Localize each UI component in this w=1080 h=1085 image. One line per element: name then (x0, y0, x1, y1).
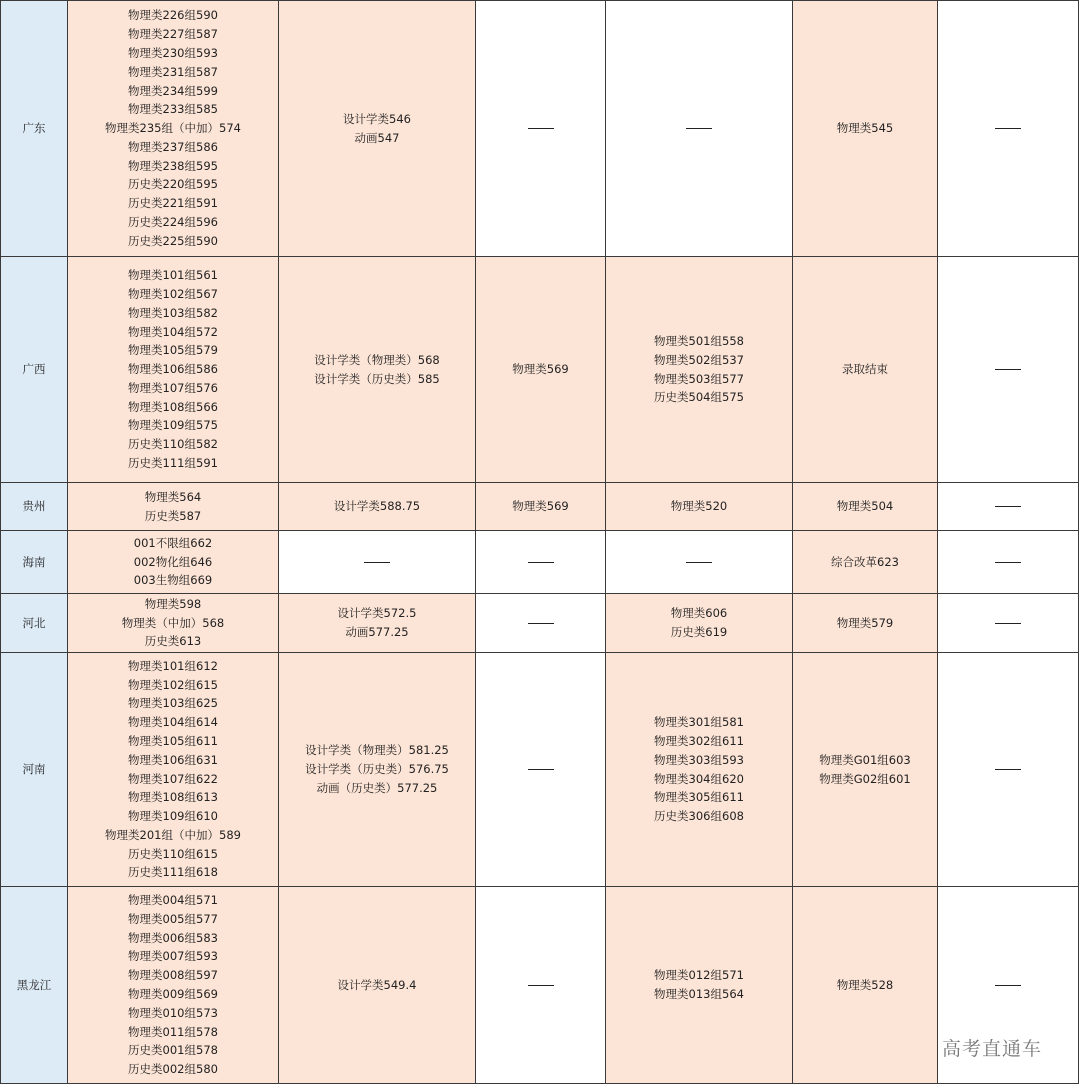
score-cell (476, 483, 606, 531)
score-line: 物理类564 (144, 489, 202, 504)
score-cell (476, 1, 606, 257)
table-row (1, 887, 1079, 1084)
score-line: 物理类106组631 (128, 752, 218, 767)
score-line: 物理类606 (670, 606, 728, 621)
score-line: 物理类G01组603 (819, 752, 911, 767)
dash-mark (528, 769, 554, 770)
score-cell (68, 653, 279, 887)
score-line: 物理类104组572 (128, 324, 218, 339)
score-line: 物理类226组590 (128, 8, 218, 23)
score-line: 设计学类（物理类）581.25 (305, 743, 449, 758)
score-cell (279, 653, 476, 887)
score-line: 动画577.25 (345, 625, 409, 639)
score-line: 物理类230组593 (128, 45, 218, 60)
score-line: 物理类008组597 (128, 968, 218, 983)
score-line: 物理类569 (512, 362, 569, 377)
score-line: 物理类104组614 (128, 715, 218, 730)
score-line: 物理类109组575 (128, 418, 218, 433)
province-cell: 河南 (1, 653, 68, 887)
province-cell: 广西 (1, 257, 68, 483)
dash-mark (995, 128, 1021, 129)
score-line: 物理类101组612 (128, 658, 218, 673)
score-line: 物理类012组571 (654, 968, 744, 983)
province-cell: 广东 (1, 1, 68, 257)
score-line: 历史类221组591 (128, 196, 218, 211)
score-line: 物理类108组566 (128, 399, 218, 414)
empty-dash (279, 553, 475, 572)
score-line: 物理类101组561 (128, 268, 218, 283)
score-line: 物理类504 (836, 499, 894, 514)
score-line: 历史类110组582 (128, 437, 218, 452)
score-line: 历史类504组575 (654, 390, 744, 405)
empty-dash (606, 553, 792, 572)
score-line: 设计学类（历史类）576.75 (305, 762, 449, 777)
score-cell (606, 483, 793, 531)
empty-dash (938, 760, 1078, 779)
dash-mark (995, 769, 1021, 770)
empty-dash (606, 119, 792, 138)
score-line: 物理类302组611 (654, 733, 744, 748)
score-cell (793, 653, 938, 887)
score-cell (279, 594, 476, 653)
score-line: 物理类103组625 (128, 696, 218, 711)
score-line: 物理类301组581 (654, 715, 744, 730)
score-line: 物理类107组622 (128, 771, 218, 786)
dash-mark (995, 985, 1021, 986)
score-line: 录取结束 (842, 362, 888, 377)
score-line: 物理类235组（中加）574 (105, 121, 241, 136)
score-line: 历史类220组595 (128, 177, 218, 192)
score-line: 物理类103组582 (128, 305, 218, 320)
empty-dash (476, 119, 605, 138)
score-cell (68, 1, 279, 257)
score-cell (938, 653, 1079, 887)
score-cell (793, 257, 938, 483)
score-line: 物理类231组587 (128, 64, 218, 79)
score-line: 物理类303组593 (654, 752, 744, 767)
empty-dash (938, 360, 1078, 379)
score-line: 历史类587 (144, 508, 202, 523)
dash-mark (528, 985, 554, 986)
score-line: 物理类011组578 (128, 1024, 218, 1039)
dash-mark (995, 506, 1021, 507)
score-cell (68, 887, 279, 1084)
watermark: 高考直通车 (942, 1038, 1043, 1060)
score-cell (606, 531, 793, 594)
score-line: 物理类105组611 (128, 733, 218, 748)
table-row (1, 531, 1079, 594)
table-row (1, 653, 1079, 887)
score-line: 物理类105组579 (128, 343, 218, 358)
score-line: 物理类107组576 (128, 380, 218, 395)
score-cell (606, 653, 793, 887)
table-row (1, 483, 1079, 531)
score-cell (68, 594, 279, 653)
score-line: 物理类009组569 (128, 987, 218, 1001)
score-cell (938, 594, 1079, 653)
province-cell: 海南 (1, 531, 68, 594)
score-line: 历史类002组580 (128, 1062, 218, 1077)
score-line: 物理类102组567 (128, 286, 218, 301)
score-line: 物理类013组564 (654, 987, 744, 1001)
score-cell (476, 887, 606, 1084)
score-cell (793, 531, 938, 594)
score-line: 物理类528 (836, 977, 894, 992)
dash-mark (528, 128, 554, 129)
empty-dash (476, 553, 605, 572)
empty-dash (938, 497, 1078, 516)
score-cell (476, 257, 606, 483)
score-line: 设计学类（物理类）568 (314, 352, 440, 367)
score-line: 物理类501组558 (654, 333, 744, 348)
score-line: 物理类201组（中加）589 (105, 827, 241, 842)
score-line: 历史类224组596 (128, 215, 218, 230)
dash-mark (528, 562, 554, 563)
score-line: 物理类233组585 (128, 102, 218, 117)
score-line: 设计学类572.5 (337, 606, 417, 621)
score-cell (793, 483, 938, 531)
score-line: 设计学类588.75 (333, 499, 421, 514)
score-line: 物理类237组586 (128, 139, 218, 154)
score-line: 历史类110组615 (128, 846, 218, 861)
score-line: 002物化组646 (133, 554, 213, 569)
score-line: 物理类G02组601 (819, 771, 911, 786)
dash-mark (995, 623, 1021, 624)
score-line: 动画547 (354, 130, 400, 145)
province-cell: 黑龙江 (1, 887, 68, 1084)
score-line: 动画（历史类）577.25 (316, 780, 438, 795)
score-line: 物理类102组615 (128, 677, 218, 692)
score-line: 物理类579 (836, 615, 894, 630)
score-line: 物理类227组587 (128, 27, 218, 42)
table-row (1, 257, 1079, 483)
score-line: 物理类545 (836, 121, 894, 136)
score-cell (68, 257, 279, 483)
score-line: 物理类006组583 (128, 930, 218, 945)
score-line: 物理类（中加）568 (121, 615, 225, 630)
score-line: 物理类109组610 (128, 809, 218, 824)
score-line: 物理类305组611 (654, 790, 744, 805)
score-cell (476, 531, 606, 594)
score-cell (606, 257, 793, 483)
score-cell (606, 887, 793, 1084)
score-line: 综合改革623 (831, 554, 899, 569)
score-line: 历史类613 (144, 634, 202, 649)
score-line: 历史类225组590 (128, 233, 218, 248)
score-cell (793, 887, 938, 1084)
dash-mark (686, 562, 712, 563)
score-line: 物理类238组595 (128, 158, 218, 173)
score-line: 物理类010组573 (128, 1005, 218, 1020)
score-line: 设计学类546 (343, 111, 411, 126)
empty-dash (476, 976, 605, 995)
score-cell (606, 1, 793, 257)
score-cell (279, 483, 476, 531)
score-line: 物理类598 (144, 596, 202, 611)
score-line: 003生物组669 (133, 573, 213, 588)
score-cell (938, 1, 1079, 257)
score-cell (279, 257, 476, 483)
table-row (1, 594, 1079, 653)
empty-dash (476, 760, 605, 779)
score-line: 001不限组662 (133, 535, 213, 550)
score-line: 物理类520 (670, 499, 728, 514)
dash-mark (995, 369, 1021, 370)
score-line: 物理类304组620 (654, 771, 744, 786)
score-line: 设计学类（历史类）585 (314, 371, 440, 386)
score-cell (938, 531, 1079, 594)
score-cell (279, 887, 476, 1084)
score-line: 物理类004组571 (128, 893, 218, 908)
empty-dash (938, 553, 1078, 572)
dash-mark (364, 562, 390, 563)
score-line: 物理类005组577 (128, 911, 218, 926)
score-line: 物理类007组593 (128, 949, 218, 964)
score-line: 历史类001组578 (128, 1043, 218, 1058)
score-line: 物理类108组613 (128, 790, 218, 805)
score-line: 物理类503组577 (654, 371, 744, 386)
score-line: 物理类106组586 (128, 362, 218, 377)
province-cell: 贵州 (1, 483, 68, 531)
empty-dash (476, 614, 605, 633)
dash-mark (528, 623, 554, 624)
score-cell (68, 531, 279, 594)
score-cell (476, 653, 606, 887)
score-line: 历史类306组608 (654, 809, 744, 824)
score-line: 物理类502组537 (654, 352, 744, 367)
score-cell (279, 531, 476, 594)
score-cell (793, 1, 938, 257)
score-line: 历史类111组591 (128, 456, 218, 471)
score-cell (68, 483, 279, 531)
dash-mark (995, 562, 1021, 563)
score-line: 物理类234组599 (128, 83, 218, 98)
empty-dash (938, 976, 1078, 995)
score-line: 物理类569 (512, 499, 569, 514)
table-row (1, 1, 1079, 257)
score-line: 历史类111组618 (128, 865, 218, 880)
score-line: 历史类619 (670, 625, 728, 639)
province-cell: 河北 (1, 594, 68, 653)
empty-dash (938, 614, 1078, 633)
score-cell (606, 594, 793, 653)
score-line: 设计学类549.4 (337, 977, 417, 992)
score-cell (938, 257, 1079, 483)
dash-mark (686, 128, 712, 129)
score-cell (476, 594, 606, 653)
score-cell (279, 1, 476, 257)
score-cell (793, 594, 938, 653)
score-cell (938, 483, 1079, 531)
empty-dash (938, 119, 1078, 138)
